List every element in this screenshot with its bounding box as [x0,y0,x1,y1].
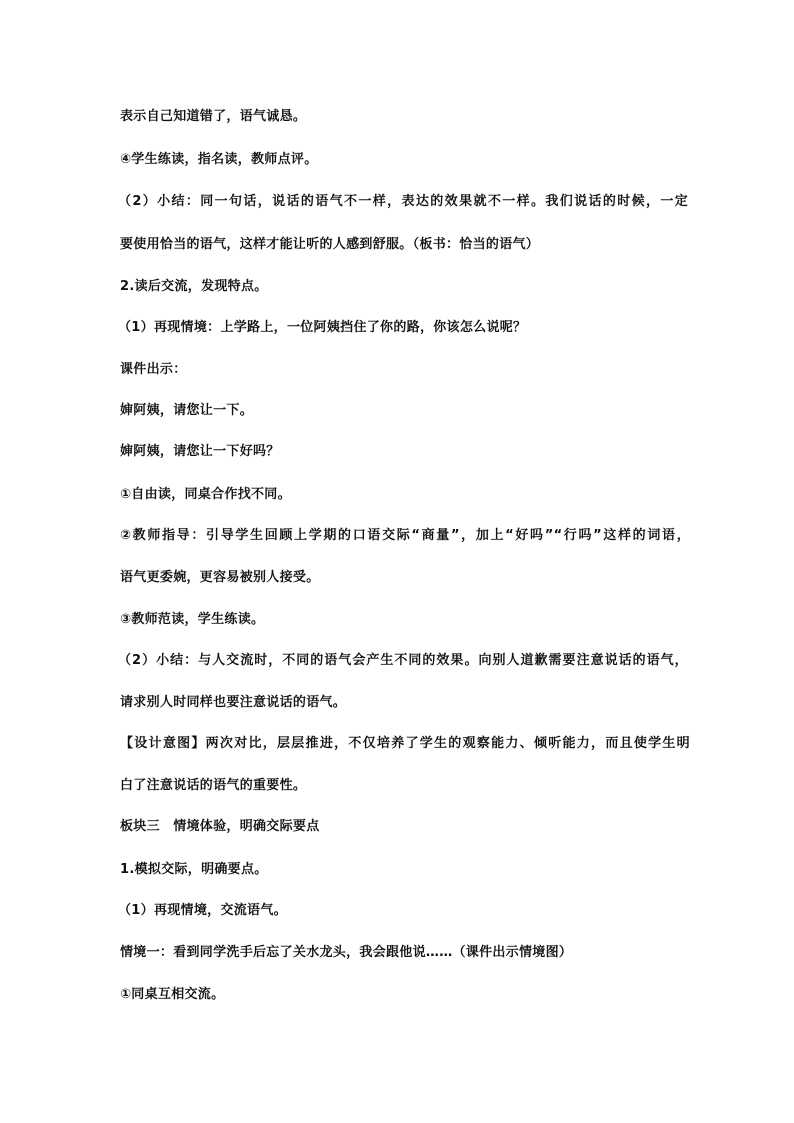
paragraph-line: 【设计意图】两次对比，层层推进，不仅培养了学生的观察能力、倾听能力，而且使学生明 [120,736,690,751]
paragraph-line: 语气更委婉，更容易被别人接受。 [120,570,320,585]
paragraph-line: （1）再现情境，交流语气。 [118,903,287,918]
section-heading: 1.模拟交际，明确要点。 [120,862,268,877]
paragraph-line: （1）再现情境：上学路上，一位阿姨挡住了你的路，你该怎么说呢？ [118,320,527,335]
section-heading: 板块三 情境体验，明确交际要点 [120,819,320,834]
paragraph-line: 要使用恰当的语气，这样才能让听的人感到舒服。（板书：恰当的语气） [120,237,540,252]
paragraph-line: （2）小结：同一句话，说话的语气不一样，表达的效果就不一样。我们说话的时候，一定 [118,194,688,209]
section-heading: 2.读后交流，发现特点。 [120,279,268,294]
paragraph-line: 婶阿姨，请您让一下好吗？ [120,444,280,459]
paragraph-line: 表示自己知道错了，语气诚恳。 [120,109,307,124]
paragraph-line: ③教师范读，学生练读。 [120,612,265,627]
paragraph-line: ①自由读，同桌合作找不同。 [120,487,291,502]
paragraph-line: 课件出示： [120,362,187,377]
paragraph-line: 请求别人时同样也要注意说话的语气。 [120,695,347,710]
paragraph-line: ①同桌互相交流。 [120,987,225,1002]
paragraph-line: 情境一：看到同学洗手后忘了关水龙头，我会跟他说……（课件出示情境图） [120,945,573,960]
paragraph-line: ②教师指导：引导学生回顾上学期的口语交际“商量”，加上“好吗”“行吗”这样的词语， [120,528,690,543]
paragraph-line: 婶阿姨，请您让一下。 [120,403,254,418]
paragraph-line: 白了注意说话的语气的重要性。 [120,778,307,793]
paragraph-line: （2）小结：与人交流时，不同的语气会产生不同的效果。向别人道歉需要注意说话的语气， [118,653,688,668]
paragraph-line: ④学生练读，指名读，教师点评。 [120,152,318,167]
